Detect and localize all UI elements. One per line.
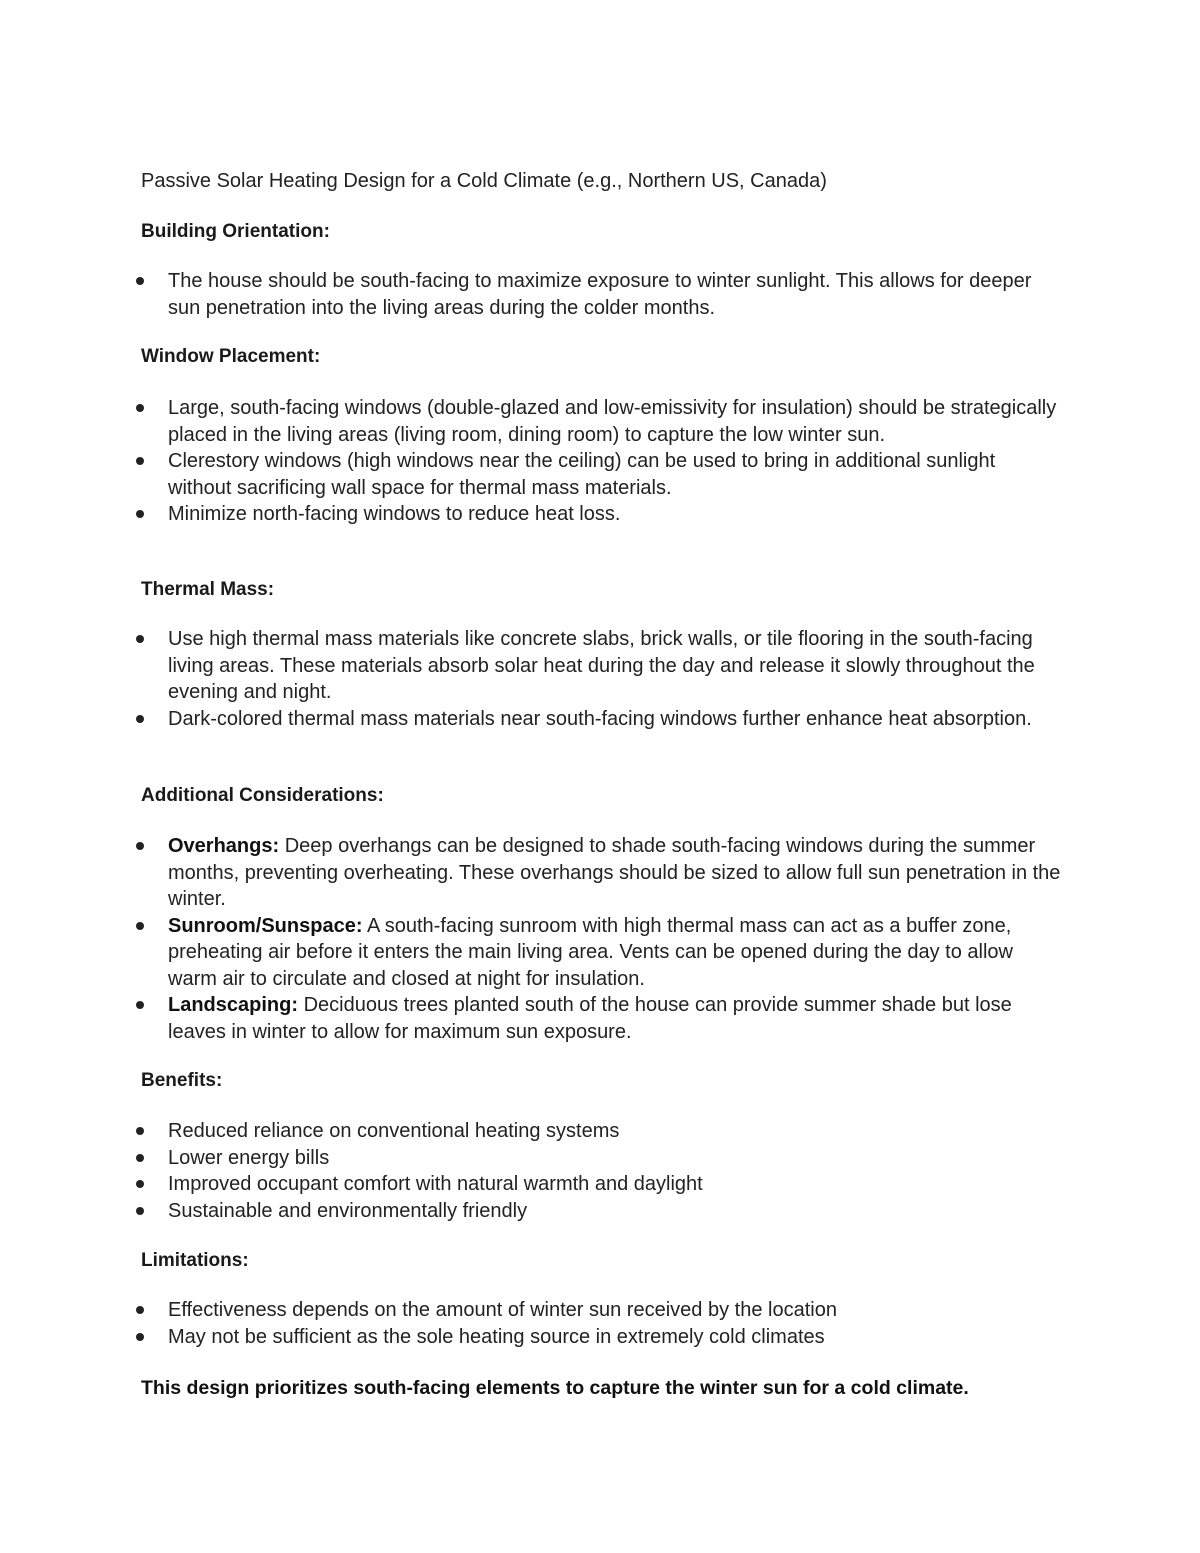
bullet-list-building-orientation [134,268,1064,321]
list-item-text: The house should be south-facing to maximize exposure to winter sunlight. This allows for deeper sun penetration into the living areas during the colder months. [168,270,1032,319]
bullet-icon [136,715,144,723]
list-item [134,1198,1064,1225]
bullet-icon [136,1207,144,1215]
list-item-text: Lower energy bills [168,1146,330,1169]
list-item-text: Reduced reliance on conventional heating systems [168,1120,620,1142]
bullet-icon [136,1180,144,1188]
list-item-lead: Sunroom/Sunspace: [168,914,363,937]
list-item [134,448,1064,501]
list-item-lead: Overhangs: [168,835,280,857]
list-item-text: May not be sufficient as the sole heating source in extremely cold climates [168,1325,825,1348]
list-item [134,706,1064,733]
bullet-list-additional-considerations [134,833,1064,1045]
list-item-text: Use high thermal mass materials like concrete slabs, brick walls, or tile flooring in the south-facing living areas. These materials absorb solar heat during the day and release it slowly throughout the evening and night. [168,628,1035,703]
list-item-text: Minimize north-facing windows to reduce heat loss. [168,503,621,525]
list-item-text: Sustainable and environmentally friendly [168,1199,528,1222]
bullet-icon [136,1306,144,1314]
section-heading-thermal-mass: Thermal Mass: [141,579,275,600]
list-item [134,268,1064,321]
section-heading-benefits: Benefits: [141,1070,223,1091]
bullet-icon [136,277,144,285]
section-heading-additional-considerations: Additional Considerations: [141,785,384,806]
bullet-icon [136,510,144,518]
bullet-list-window-placement [134,395,1064,528]
list-item [134,626,1064,706]
list-item [134,1118,1064,1145]
section-heading-window-placement: Window Placement: [141,346,321,367]
bullet-icon [136,1001,144,1009]
list-item-lead: Landscaping: [168,994,299,1016]
list-item-text: Deep overhangs can be designed to shade south-facing windows during the summer months, preventing overheating. These overhangs should be sized to allow full sun penetration in the winter. [168,835,1061,910]
list-item [134,913,1064,993]
bullet-icon [136,1127,144,1135]
bullet-list-thermal-mass [134,626,1064,732]
list-item-text: Improved occupant comfort with natural warmth and daylight [168,1173,703,1195]
bullet-icon [136,842,144,850]
document-title: Passive Solar Heating Design for a Cold Climate (e.g., Northern US, Canada) [141,170,827,192]
list-item [134,501,1064,528]
list-item [134,1297,1064,1324]
bullet-icon [136,457,144,465]
list-item [134,1171,1064,1198]
bullet-list-benefits [134,1118,1064,1224]
bullet-icon [136,404,144,412]
list-item [134,992,1064,1045]
bullet-icon [136,1333,144,1341]
bullet-list-limitations [134,1297,1064,1350]
section-heading-limitations: Limitations: [141,1250,249,1271]
list-item-text: Clerestory windows (high windows near the ceiling) can be used to bring in additional sunlight without sacrificing wall space for thermal mass materials. [168,450,996,499]
bullet-icon [136,922,144,930]
list-item-text: Effectiveness depends on the amount of winter sun received by the location [168,1299,837,1321]
section-heading-building-orientation: Building Orientation: [141,221,330,242]
bullet-icon [136,635,144,643]
list-item-text: A south-facing sunroom with high thermal mass can act as a buffer zone, preheating air before it enters the main living area. Vents can be opened during the day to allow warm air to circulate and closed at night for insulation. [168,914,1013,990]
bullet-icon [136,1154,144,1162]
list-item [134,1145,1064,1172]
list-item-text: Deciduous trees planted south of the house can provide summer shade but lose leaves in winter to allow for maximum sun exposure. [168,994,1012,1043]
list-item [134,833,1064,913]
conclusion-statement: This design prioritizes south-facing elements to capture the winter sun for a cold climate. [141,1377,969,1399]
list-item [134,395,1064,448]
list-item [134,1324,1064,1351]
list-item-text: Dark-colored thermal mass materials near south-facing windows further enhance heat absorption. [168,707,1032,730]
list-item-text: Large, south-facing windows (double-glazed and low-emissivity for insulation) should be strategically placed in the living areas (living room, dining room) to capture the low winter sun. [168,397,1057,446]
